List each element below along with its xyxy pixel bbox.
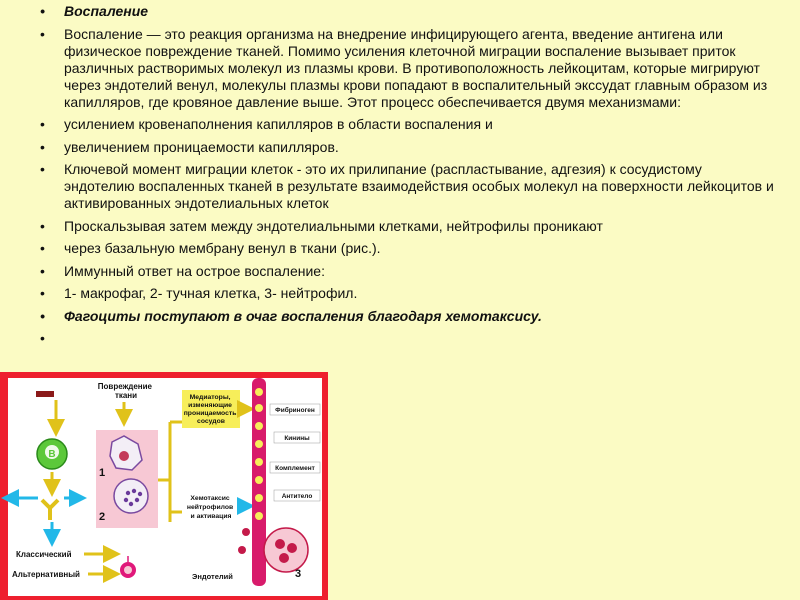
bullet-list [40,3,775,330]
classical-label: Классический [16,550,72,559]
bullet-item: • Воспаление — это реакция организма на внедрение инфицирующего агента, введение антигена или физическое повреждение тканей. Помимо усиления клеточной миграции воспаление вызывает приток различных растворимых молекул из плазмы крови. В противоположность лейкоцитам, которые мигрируют через эндотелий венул, молекулы плазмы крови попадают в воспалительный экссудат главным образом из капилляров, где кровяное давление выше. Этот процесс обеспечивается двумя механизмами: [40,26,775,111]
mast-cell [114,479,148,513]
bullet-item: • усилением кровенаполнения капилляров в области воспаления и [40,116,775,133]
bullet-item: • Фагоциты поступают в очаг воспаления благодаря хемотаксису. [40,308,775,325]
chemotaxis-label [187,495,235,520]
tissue-damage-line2: ткани [114,391,138,400]
antigen-bar [36,391,54,397]
mediators-line3: проницаемость [183,410,237,417]
bullet-item: • Проскальзывая затем между эндотелиальными клетками, нейтрофилы проникают [40,218,775,235]
num3-label: 3 [295,568,302,580]
bullet-item: • увеличением проницаемости капилляров. [40,139,775,156]
endothelium-label: Эндотелий [192,572,233,581]
inflammation-diagram [0,372,328,600]
mediators-line4: сосудов [197,418,225,425]
tissue-damage-line1: Повреждение [97,382,152,391]
bullet-item: • Иммунный ответ на острое воспаление: [40,263,775,280]
chemotaxis-line3: и активация [190,513,232,520]
fibrinogen-label: Фибриноген [275,407,315,414]
bullet-item: • Ключевой момент миграции клеток - это их прилипание (распластывание, адгезия) к сосудистому эндотелию воспаленных тканей в результате взаимодействия особых молекул на поверхности лейкоцитов и активированных эндотелиальных клеток [40,161,775,212]
bullet-item: • 1- макрофаг, 2- тучная клетка, 3- нейтрофил. [40,285,775,302]
bullet-item: • Воспаление [40,3,775,20]
complement-label: Комплемент [275,465,315,472]
mediators-line2: изменяющие [188,402,232,409]
mediators-line1: Медиаторы, [189,394,231,401]
num2-label: 2 [99,511,106,523]
num1-label: 1 [99,467,106,479]
antibody-label: Антитело [281,493,313,500]
bullet-item: • через базальную мембрану венул в ткани (рис.). [40,240,775,257]
b-cell-label: B [48,449,56,460]
alternative-label: Альтернативный [12,570,80,579]
kinins-label: Кинины [284,435,310,442]
neutrophil [264,528,308,572]
chemotaxis-line2: нейтрофилов [186,504,234,511]
chemotaxis-line1: Хемотаксис [190,495,230,502]
